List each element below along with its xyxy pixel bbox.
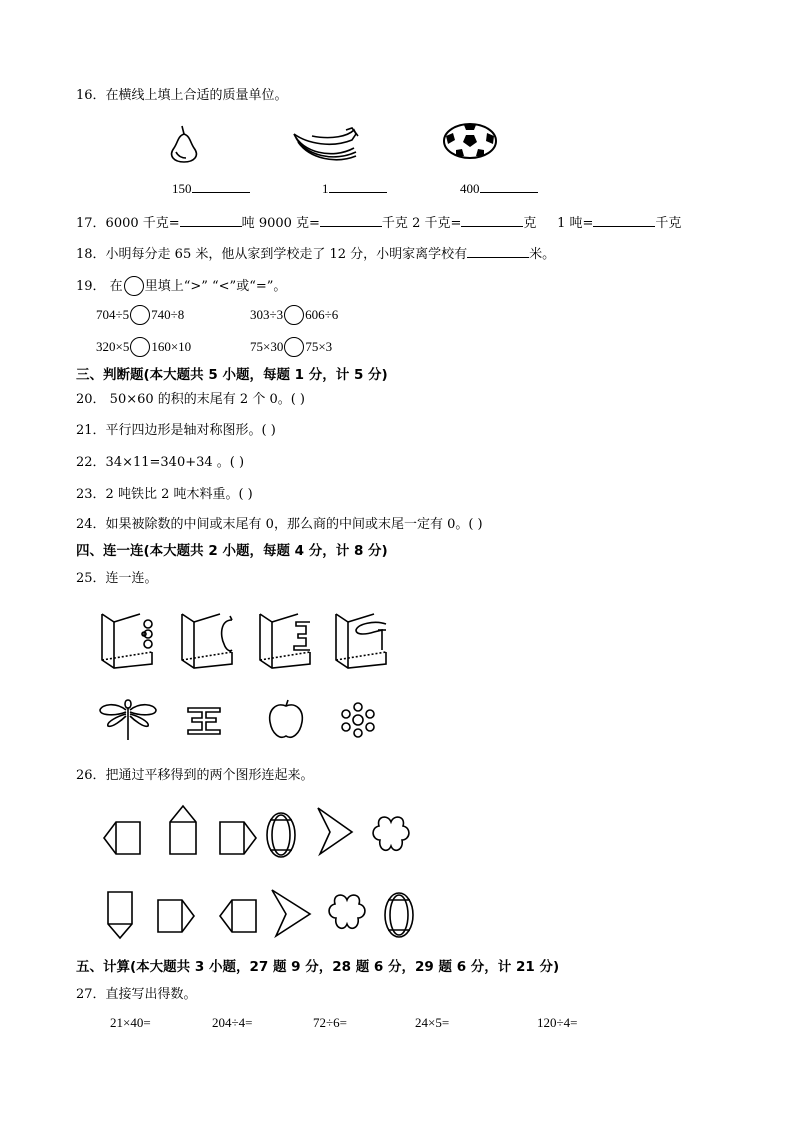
star-arrow-icon[interactable] <box>270 888 314 938</box>
q17-part4: 1 吨= <box>557 216 594 231</box>
lantern-icon[interactable] <box>382 890 416 940</box>
q19-compare-circle-3[interactable] <box>130 337 150 357</box>
q19-compare-circle-2[interactable] <box>284 305 304 325</box>
q27-text: 27．直接写出得数。 <box>76 987 197 1002</box>
q18-suffix: 米。 <box>529 247 556 262</box>
q17-part1: 6000 千克= <box>105 216 180 231</box>
circle-icon <box>124 276 144 296</box>
q19-item-4-right: 75×3 <box>305 338 333 354</box>
flower-outline-icon[interactable] <box>370 814 412 856</box>
q20-text: 20． 50×60 的积的末尾有 2 个 0。( ) <box>76 392 305 407</box>
q16-answer-1[interactable] <box>172 180 250 197</box>
q17-part2: 9000 克= <box>258 216 320 231</box>
q19-item-4-left: 75×30 <box>250 338 284 354</box>
q19-item-2-right: 606÷6 <box>305 306 339 322</box>
q17-blank-3[interactable] <box>461 214 523 227</box>
q19-item-2-left: 303÷3 <box>250 306 284 322</box>
q18-blank[interactable] <box>467 245 529 258</box>
dragonfly-icon[interactable] <box>98 698 158 742</box>
q19-item-1 <box>96 306 184 326</box>
q16-answer-3[interactable] <box>460 180 538 197</box>
q19-suffix: 里填上“>” “<”或“=”。 <box>144 279 287 294</box>
lantern-icon[interactable] <box>264 810 298 860</box>
house-right-icon[interactable] <box>218 820 258 856</box>
q27-item-5[interactable]: 120÷4= <box>537 1015 578 1030</box>
section3-heading: 三、判断题(本大题共 5 小题，每题 1 分，计 5 分) <box>76 367 388 383</box>
q27-item-2[interactable]: 204÷4= <box>212 1015 253 1030</box>
q17-part3: 2 千克= <box>412 216 462 231</box>
q19-item-1-right: 740÷8 <box>151 306 185 322</box>
q16-blank-1[interactable] <box>192 180 250 193</box>
folded-paper-flower-icon[interactable] <box>100 612 158 670</box>
q24-text: 24．如果被除数的中间或末尾有 0，那么商的中间或末尾一定有 0。( ) <box>76 517 483 532</box>
q16-blank-3[interactable] <box>480 180 538 193</box>
q19-compare-circle-4[interactable] <box>284 337 304 357</box>
q26-text: 26．把通过平移得到的两个图形连起来。 <box>76 768 314 783</box>
q16-label-2: 1 <box>322 181 329 196</box>
house-left-icon[interactable] <box>218 898 258 934</box>
house-left-icon[interactable] <box>102 820 142 856</box>
q21-text: 21．平行四边形是轴对称图形。( ) <box>76 423 276 438</box>
house-right-icon[interactable] <box>156 898 196 934</box>
q17-unit4: 千克 <box>655 216 682 231</box>
section5-heading: 五、计算(本大题共 3 小题，27 题 9 分，28 题 6 分，29 题 6 分，计 21 分) <box>76 959 560 975</box>
star-arrow-icon[interactable] <box>316 806 356 856</box>
house-up-icon[interactable] <box>168 804 198 856</box>
q27-item-1[interactable]: 21×40= <box>110 1015 151 1030</box>
q16-answer-2[interactable] <box>322 180 387 197</box>
folded-paper-wang-icon[interactable] <box>258 612 316 670</box>
house-down-icon[interactable] <box>106 890 134 940</box>
q18-text: 18．小明每分走 65 米，他从家到学校走了 12 分，小明家离学校有 <box>76 247 468 262</box>
q19-row <box>76 275 286 297</box>
q17-row <box>76 212 681 231</box>
q16-text: 16．在横线上填上合适的质量单位。 <box>76 88 288 103</box>
q19-item-4 <box>250 338 332 358</box>
q17-blank-4[interactable] <box>593 214 655 227</box>
q19-compare-circle-1[interactable] <box>130 305 150 325</box>
banana-icon <box>292 126 360 164</box>
soccer-ball-icon <box>442 122 498 160</box>
q17-unit2: 千克 <box>381 216 408 231</box>
q27-item-4[interactable]: 24×5= <box>415 1015 450 1030</box>
folded-paper-apple-icon[interactable] <box>180 612 238 670</box>
q19-prefix: 19． 在 <box>76 279 123 294</box>
q16-label-3: 400 <box>460 181 480 196</box>
q17-blank-1[interactable] <box>180 214 242 227</box>
q18-row <box>76 243 555 262</box>
folded-paper-dragonfly-icon[interactable] <box>334 612 392 670</box>
q22-text: 22．34×11=340+34 。( ) <box>76 455 245 470</box>
q27-item-3[interactable]: 72÷6= <box>313 1015 347 1030</box>
q17-unit1: 吨 <box>241 216 255 231</box>
q17-number: 17． <box>76 216 106 231</box>
q19-item-3-left: 320×5 <box>96 338 130 354</box>
q23-text: 23．2 吨铁比 2 吨木料重。( ) <box>76 487 253 502</box>
q16-blank-2[interactable] <box>329 180 387 193</box>
q16-label-1: 150 <box>172 181 192 196</box>
apple-icon[interactable] <box>266 698 306 742</box>
q19-item-2 <box>250 306 338 326</box>
flower-icon[interactable] <box>340 700 376 740</box>
section4-heading: 四、连一连(本大题共 2 小题，每题 4 分，计 8 分) <box>76 543 388 559</box>
q17-blank-2[interactable] <box>320 214 382 227</box>
flower-outline-icon[interactable] <box>326 892 368 934</box>
q19-item-1-left: 704÷5 <box>96 306 130 322</box>
q19-item-3 <box>96 338 191 358</box>
wang-character-icon[interactable] <box>186 706 222 736</box>
q19-item-3-right: 160×10 <box>151 338 192 354</box>
q17-unit3: 克 <box>523 216 537 231</box>
pear-icon <box>164 124 204 164</box>
q25-text: 25．连一连。 <box>76 571 158 586</box>
